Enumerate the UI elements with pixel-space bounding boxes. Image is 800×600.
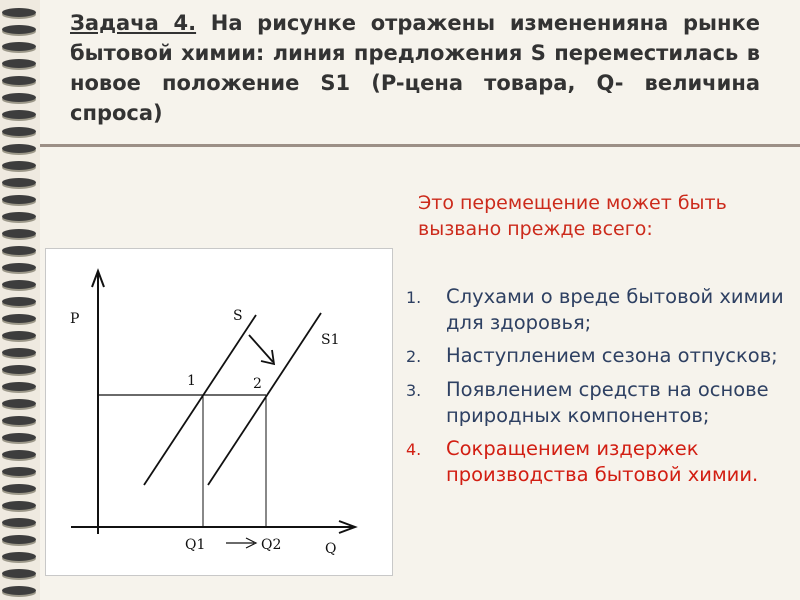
task-title xyxy=(70,8,760,128)
spiral-ring xyxy=(2,127,36,136)
spiral-ring xyxy=(2,229,36,238)
task-number: Задача 4. xyxy=(70,11,197,35)
point-1-label: 1 xyxy=(187,373,196,389)
spiral-ring xyxy=(2,195,36,204)
spiral-ring xyxy=(2,484,36,493)
answer-option-4[interactable] xyxy=(406,436,792,488)
spiral-ring xyxy=(2,161,36,170)
label-s: S xyxy=(233,308,243,324)
spiral-ring xyxy=(2,93,36,102)
tick-label-q1: Q1 xyxy=(185,537,206,553)
option-text: Слухами о вреде бытовой химии для здоровья; xyxy=(446,285,784,334)
answer-option-3[interactable] xyxy=(406,377,792,429)
spiral-ring xyxy=(2,331,36,340)
spiral-ring xyxy=(2,416,36,425)
spiral-ring xyxy=(2,348,36,357)
spiral-ring xyxy=(2,8,36,17)
spiral-ring xyxy=(2,263,36,272)
spiral-ring xyxy=(2,212,36,221)
question-prompt: Это перемещение может быть вызвано прежде всего: xyxy=(418,192,727,240)
spiral-ring xyxy=(2,467,36,476)
spiral-ring xyxy=(2,365,36,374)
option-text: Появлением средств на основе природных компонентов; xyxy=(446,378,769,427)
option-number: 1. xyxy=(406,288,422,307)
option-text: Сокращением издержек производства бытовой химии. xyxy=(446,437,759,486)
option-text: Наступлением сезона отпусков; xyxy=(446,344,778,367)
spiral-ring xyxy=(2,382,36,391)
spiral-ring xyxy=(2,552,36,561)
shift-arrow xyxy=(249,335,273,362)
spiral-ring xyxy=(2,110,36,119)
axis-label-q: Q xyxy=(325,541,337,557)
spiral-ring xyxy=(2,76,36,85)
spiral-ring xyxy=(2,144,36,153)
supply-shift-graph xyxy=(46,249,392,575)
tick-label-q2: Q2 xyxy=(261,537,282,553)
label-s1: S1 xyxy=(321,332,340,348)
spiral-ring xyxy=(2,314,36,323)
answer-option-1[interactable] xyxy=(406,284,792,336)
option-number: 3. xyxy=(406,381,422,400)
spiral-ring xyxy=(2,399,36,408)
spiral-ring xyxy=(2,178,36,187)
answer-option-2[interactable] xyxy=(406,343,792,370)
spiral-ring xyxy=(2,586,36,595)
option-number: 2. xyxy=(406,347,422,366)
supply-line-s xyxy=(144,315,256,485)
spiral-ring xyxy=(2,42,36,51)
task-statement: На рисунке отражены изменениянa рынке бытовой химии: линия предложения S переместилась в новое положение S1 (P-цена товара, Q- величина спроса) xyxy=(70,11,760,125)
spiral-ring xyxy=(2,25,36,34)
spiral-ring xyxy=(2,280,36,289)
spiral-ring xyxy=(2,450,36,459)
axis-label-p: P xyxy=(70,311,80,327)
spiral-ring xyxy=(2,297,36,306)
option-number: 4. xyxy=(406,440,422,459)
spiral-ring xyxy=(2,59,36,68)
spiral-ring xyxy=(2,535,36,544)
point-2-label: 2 xyxy=(253,376,262,392)
spiral-ring xyxy=(2,501,36,510)
spiral-ring xyxy=(2,569,36,578)
answer-options xyxy=(406,284,792,495)
spiral-ring xyxy=(2,433,36,442)
title-divider xyxy=(40,144,800,147)
notebook-spiral xyxy=(0,0,40,600)
supply-diagram xyxy=(45,248,393,576)
spiral-ring xyxy=(2,518,36,527)
spiral-ring xyxy=(2,246,36,255)
supply-line-s1 xyxy=(208,313,321,485)
